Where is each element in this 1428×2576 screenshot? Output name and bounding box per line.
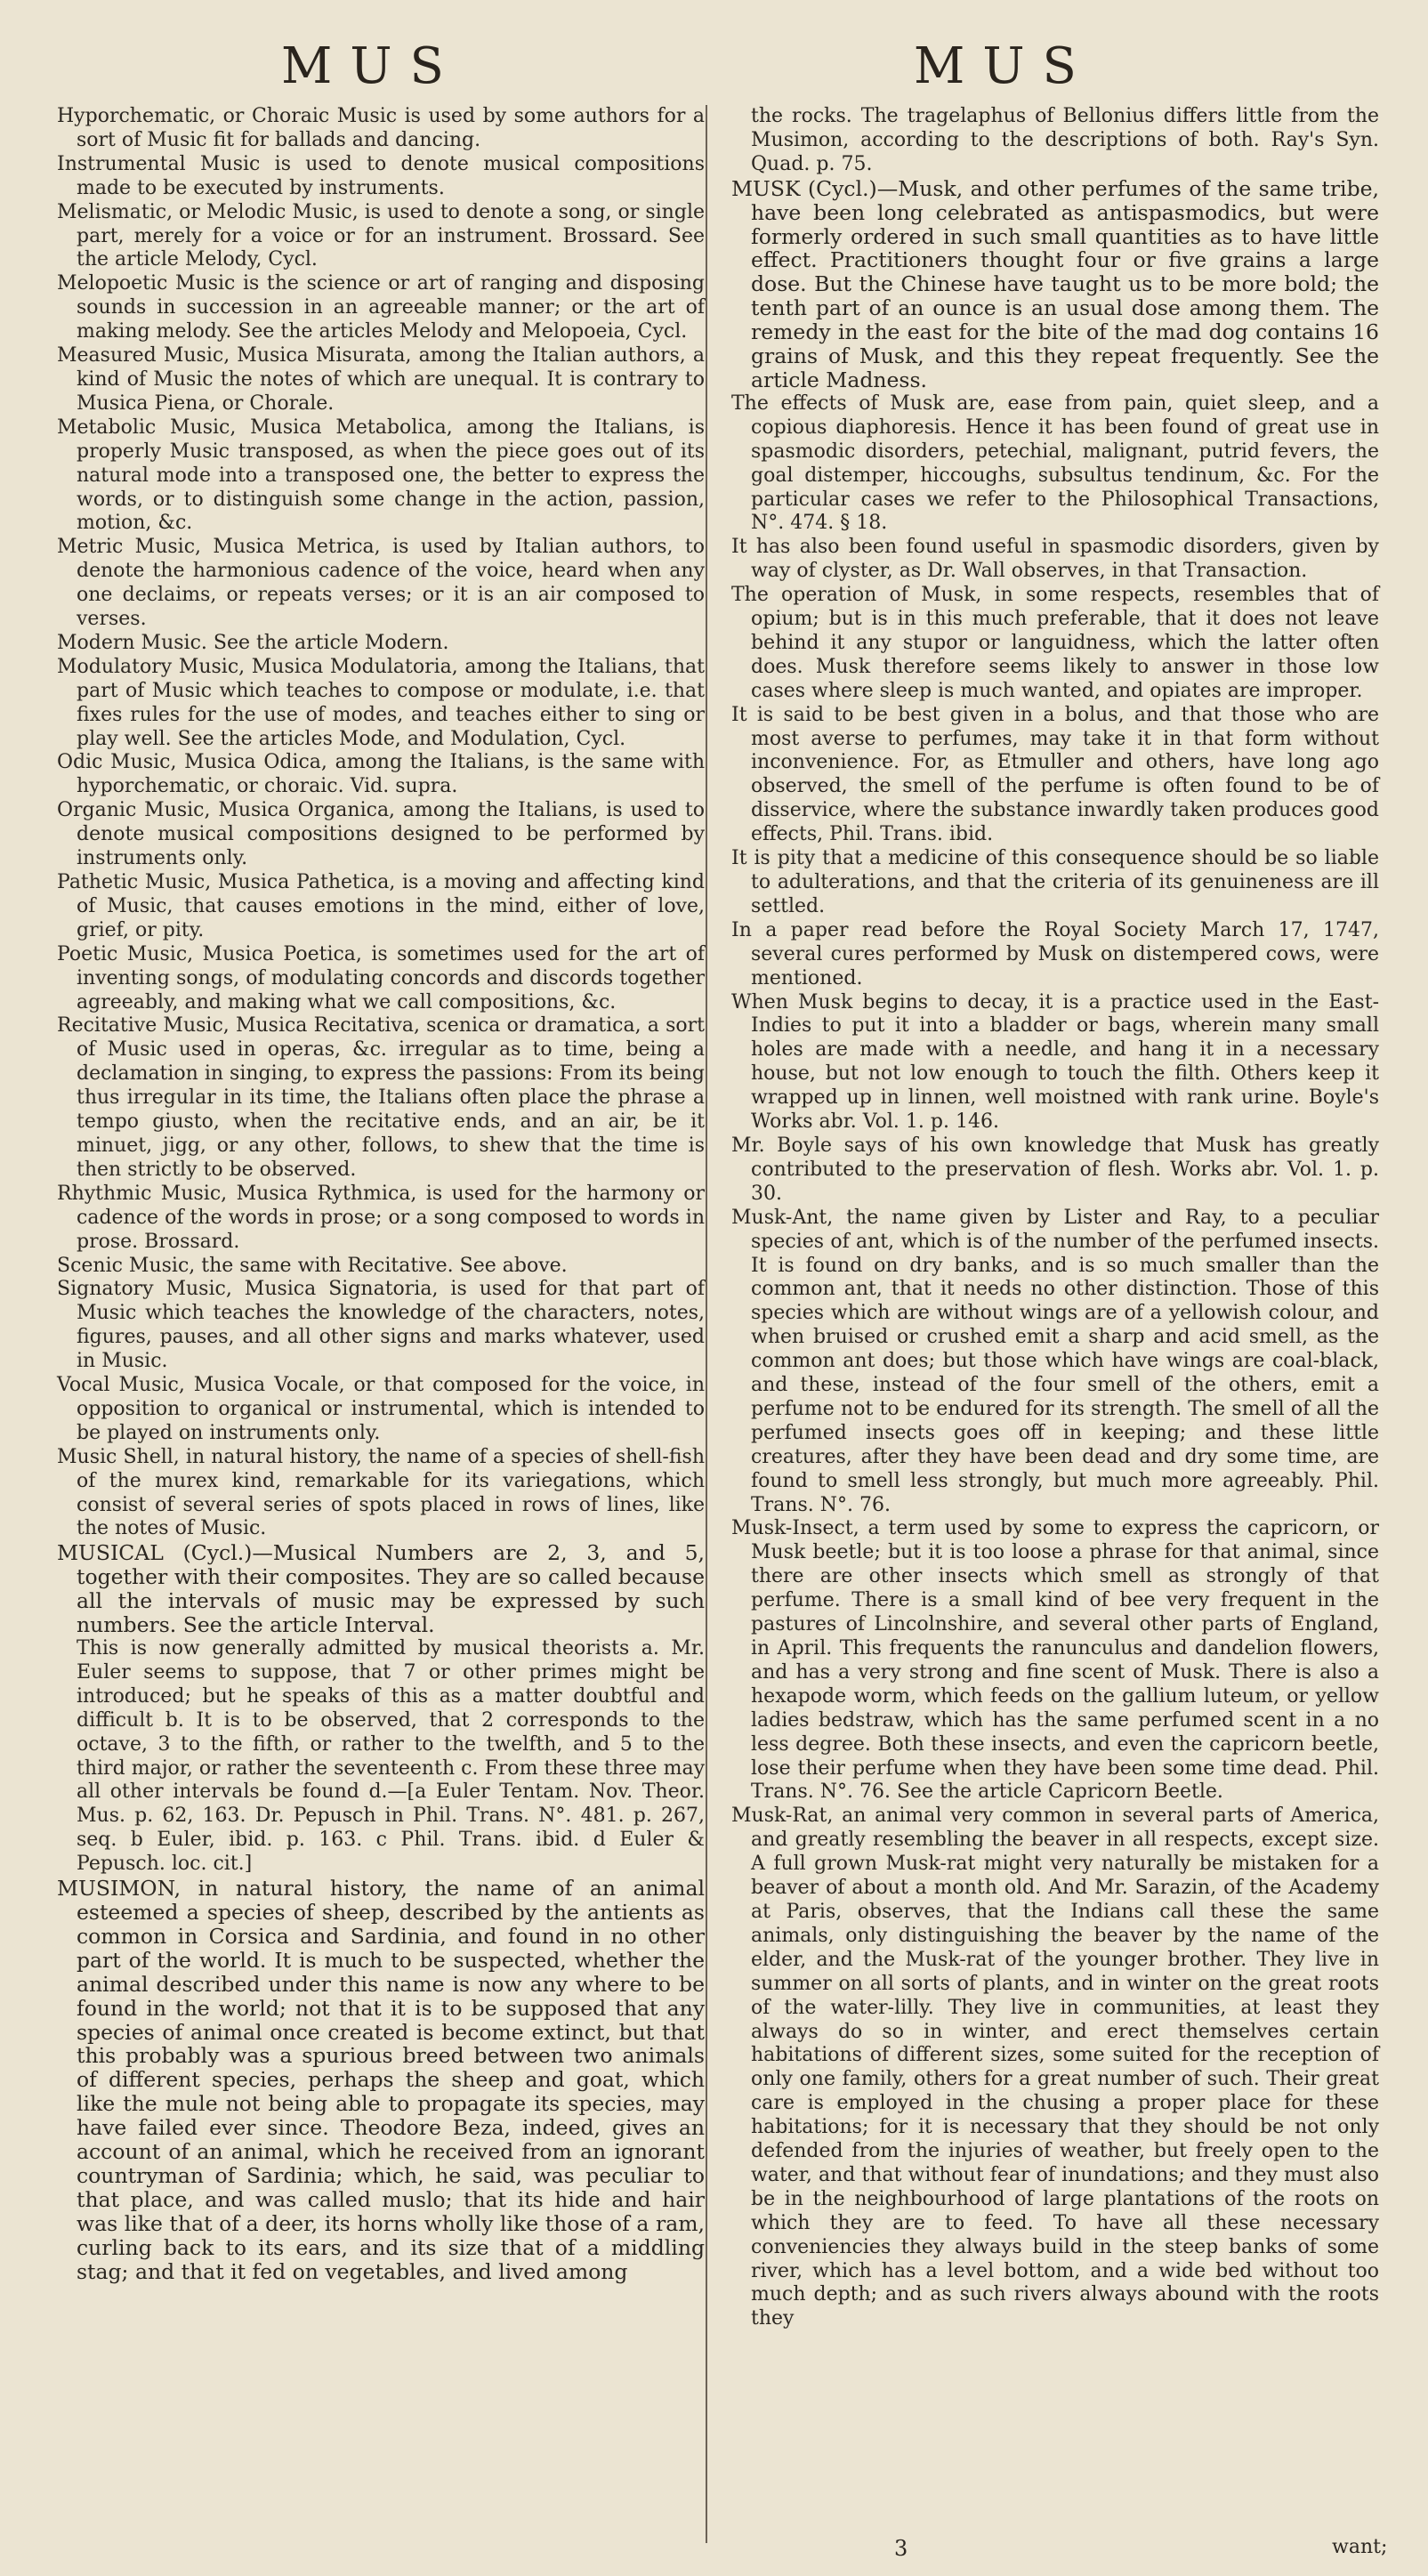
running-head-right: MUS <box>914 37 1094 95</box>
right-column <box>731 105 1379 2331</box>
entry-paragraph: This is now generally admitted by musical theorists a. Mr. Euler seems to suppose, that 7 or other primes might be introduced; but he speaks of this as a matter doubtful and difficult b. It is to be observed, that 2 corresponds to the octave, 3 to the fifth, or rather to the twelfth, and 5 to the third major, or rather the seventeenth c. From these three may all other intervals be found d.—[a Euler Tentam. Nov. Theor. Mus. p. 62, 163. Dr. Pepusch in Phil. Trans. N°. 481. p. 267, seq. b Euler, ibid. p. 163. c Phil. Trans. ibid. d Euler & Pepusch. loc. cit.] <box>77 1637 705 1876</box>
entry-paragraph: Musk-Insect, a term used by some to express the capricorn, or Musk beetle; but it is too loose a phrase for that animal, since there are other insects which smell as strongly of that perfume. There is a small kind of bee very frequent in the pastures of Lincolnshire, and several other parts of England, in April. This frequents the ranunculus and dandelion flowers, and has a very strong and fine scent of Musk. There is also a hexapode worm, which feeds on the gallium luteum, or yellow ladies bedstraw, which has the same perfumed scent in a no less degree. Both these insects, and even the capricorn beetle, lose their perfume when they have been some time dead. Phil. Trans. N°. 76. See the article Capricorn Beetle. <box>731 1517 1379 1804</box>
entry-paragraph: Music Shell, in natural history, the name of a species of shell-fish of the murex kind, remarkable for its variegations, which consist of several series of spots placed in rows of lines, like the notes of Music. <box>57 1445 705 1540</box>
entry-paragraph: Instrumental Music is used to denote musical compositions made to be executed by instruments. <box>57 152 705 199</box>
entry-paragraph: Metabolic Music, Musica Metabolica, among the Italians, is properly Music transposed, as when the piece goes out of its natural mode into a transposed one, the better to express the words, or to distinguish some change in the action, passion, motion, &c. <box>57 416 705 535</box>
entry-paragraph: MUSK (Cycl.)—Musk, and other perfumes of the same tribe, have been long celebrated as antispasmodics, but were formerly ordered in such small quantities as to have little effect. Practitioners thought four or five grains a large dose. But the Chinese have taught us to be more bold; the tenth part of an ounce is an usual dose among them. The remedy in the east for the bite of the mad dog contains 16 grains of Musk, and this they repeat frequently. See the article Madness. <box>731 175 1379 392</box>
entry-paragraph: Measured Music, Musica Misurata, among the Italian authors, a kind of Music the notes of which are unequal. It is contrary to Musica Piena, or Chorale. <box>57 344 705 415</box>
signature-mark: 3 <box>894 2536 908 2561</box>
entry-paragraph: In a paper read before the Royal Society March 17, 1747, several cures performed by Musk on distempered cows, were mentioned. <box>731 918 1379 989</box>
left-column <box>57 105 705 2283</box>
entry-paragraph: Metric Music, Musica Metrica, is used by Italian authors, to denote the harmonious cadence of the voice, heard when any one declaims, or repeats verses; or it is an air composed to verses. <box>57 536 705 631</box>
entry-paragraph: Scenic Music, the same with Recitative. See above. <box>57 1254 568 1277</box>
entry-paragraph: When Musk begins to decay, it is a practice used in the East-Indies to put it into a bladder or bags, wherein many small holes are made with a needle, and hang it in a necessary house, but not low enough to touch the filth. Others keep it wrapped up in linnen, well moistned with rank urine. Boyle's Works abr. Vol. 1. p. 146. <box>731 990 1379 1134</box>
entry-paragraph: Modern Music. See the article Modern. <box>57 631 449 654</box>
entry-paragraph: Musk-Ant, the name given by Lister and Ray, to a peculiar species of ant, which is of the number of the perfumed insects. It is found on dry banks, and is so much smaller than the common ant, that it needs no other distinction. Those of this species which are without wings are of a yellowish colour, and when bruised or crushed emit a sharp and acid smell, as the common ant does; but those which have wings are coal-black, and these, instead of the four smell of the others, emit a perfume not to be endured for its strength. The smell of all the perfumed insects goes off in keeping; and these little creatures, after they have been dead and dry some time, are found to smell less strongly, but much more agreeably. Phil. Trans. N°. 76. <box>731 1206 1379 1516</box>
entry-paragraph: Organic Music, Musica Organica, among the Italians, is used to denote musical compositions designed to be performed by instruments only. <box>57 799 705 870</box>
entry-paragraph: Poetic Music, Musica Poetica, is sometimes used for the art of inventing songs, of modulating concords and discords together agreeably, and making what we call compositions, &c. <box>57 942 705 1013</box>
entry-paragraph: It is pity that a medicine of this consequence should be so liable to adulterations, and that the criteria of its genuineness are ill settled. <box>731 847 1379 917</box>
entry-paragraph: Odic Music, Musica Odica, among the Italians, is the same with hyporchematic, or choraic. Vid. supra. <box>57 751 705 798</box>
entry-paragraph: It is said to be best given in a bolus, and that those who are most averse to perfumes, may take it in that form without inconvenience. For, as Etmuller and others, have long ago observed, the smell of the perfume is often found to be of disservice, where the substance inwardly taken produces good effects, Phil. Trans. ibid. <box>731 703 1379 846</box>
entry-paragraph: The effects of Musk are, ease from pain, quiet sleep, and a copious diaphoresis. Hence it has been found of great use in spasmodic disorders, petechial, malignant, putrid fevers, the goal distemper, hiccoughs, subsultus tendinum, &c. For the particular cases we refer to the Philosophical Transactions, N°. 474. § 18. <box>731 392 1379 535</box>
entry-paragraph: MUSICAL (Cycl.)—Musical Numbers are 2, 3, and 5, together with their composites. They are so called because all the intervals of music may be expressed by such numbers. See the article Interval. <box>57 1540 705 1638</box>
running-head-left: MUS <box>281 37 462 95</box>
entry-paragraph: Pathetic Music, Musica Pathetica, is a moving and affecting kind of Music, that causes emotions in the mind, either of love, grief, or pity. <box>57 871 705 941</box>
entry-paragraph: Recitative Music, Musica Recitativa, scenica or dramatica, a sort of Music used in operas, &c. irregular as to time, being a declamation in singing, to express the passions: From its being thus irregular in its time, the Italians often place the phrase a tempo giusto, when the recitative ends, and an air, be it minuet, jigg, or any other, follows, to shew that the time is then strictly to be observed. <box>57 1014 705 1181</box>
entry-paragraph: Rhythmic Music, Musica Rythmica, is used for the harmony or cadence of the words in prose; or a song composed to words in prose. Brossard. <box>57 1182 705 1253</box>
column-divider <box>706 105 707 2543</box>
entry-paragraph: Melopoetic Music is the science or art of ranging and disposing sounds in succession in an agreeable manner; or the art of making melody. See the articles Melody and Melopoeia, Cycl. <box>57 272 705 343</box>
entry-paragraph: Modulatory Music, Musica Modulatoria, among the Italians, that part of Music which teaches to compose or modulate, i.e. that fixes rules for the use of modes, and teaches either to sing or play well. See the articles Mode, and Modulation, Cycl. <box>57 655 705 750</box>
catchword: want; <box>1332 2536 1388 2558</box>
entry-paragraph: It has also been found useful in spasmodic disorders, given by way of clyster, as Dr. Wall observes, in that Transaction. <box>731 536 1379 583</box>
entry-paragraph: The operation of Musk, in some respects, resembles that of opium; but is in this much preferable, that it does not leave behind it any stupor or languidness, which the latter often does. Musk therefore seems likely to answer in those low cases where sleep is much wanted, and opiates are improper. <box>731 584 1379 702</box>
entry-paragraph: Musk-Rat, an animal very common in several parts of America, and greatly resembling the beaver in all respects, except size. A full grown Musk-rat might very naturally be mistaken for a beaver of about a month old. And Mr. Sarazin, of the Academy at Paris, observes, that the Indians call these the same animals, only distinguishing the beaver by the name of the elder, and the Musk-rat of the younger brother. They live in summer on all sorts of plants, and in winter on the great roots of the water-lilly. They live in communities, at least they always do so in winter, and erect themselves certain habitations of different sizes, some suited for the reception of only one family, others for a great number of such. Their great care is employed in the chusing a proper place for these habitations; for it is necessary that they should be not only defended from the injuries of weather, but freely open to the water, and that without fear of inundations; and they must also be in the neighbourhood of large plantations of the roots on which they are to feed. To have all these necessary conveniencies they always build in the steep banks of some river, which has a level bottom, and a wide bed without too much depth; and as such rivers always abound with the roots they <box>731 1805 1379 2330</box>
entry-paragraph: Signatory Music, Musica Signatoria, is used for that part of Music which teaches the knowledge of the characters, notes, figures, pauses, and all other signs and marks whatever, used in Music. <box>57 1278 705 1373</box>
entry-paragraph: Vocal Music, Musica Vocale, or that composed for the voice, in opposition to organical or instrumental, which is intended to be played on instruments only. <box>57 1374 705 1444</box>
entry-paragraph: Hyporchematic, or Choraic Music is used by some authors for a sort of Music fit for ballads and dancing. <box>57 105 705 151</box>
entry-paragraph: MUSIMON, in natural history, the name of an animal esteemed a species of sheep, described by the antients as common in Corsica and Sardinia, and found in no other part of the world. It is much to be suspected, whether the animal described under this name is now any where to be found in the world; not that it is to be supposed that any species of animal once created is become extinct, but that this probably was a spurious breed between two animals of different species, perhaps the sheep and goat, which like the mule not being able to propagate its species, may have failed ever since. Theodore Beza, indeed, gives an account of an animal, which he received from an ignorant countryman of Sardinia; which, he said, was peculiar to that place, and was called muslo; that its hide and hair was like that of a deer, its horns wholly like those of a ram, curling back to its ears, and its size that of a middling stag; and that it fed on vegetables, and lived among <box>57 1876 705 2284</box>
entry-paragraph: Mr. Boyle says of his own knowledge that Musk has greatly contributed to the preservation of flesh. Works abr. Vol. 1. p. 30. <box>731 1134 1379 1205</box>
entry-paragraph: Melismatic, or Melodic Music, is used to denote a song, or single part, merely for a voice or for an instrument. Brossard. See the article Melody, Cycl. <box>57 200 705 271</box>
entry-paragraph: the rocks. The tragelaphus of Bellonius differs little from the Musimon, according to the descriptions of both. Ray's Syn. Quad. p. 75. <box>751 105 1379 175</box>
